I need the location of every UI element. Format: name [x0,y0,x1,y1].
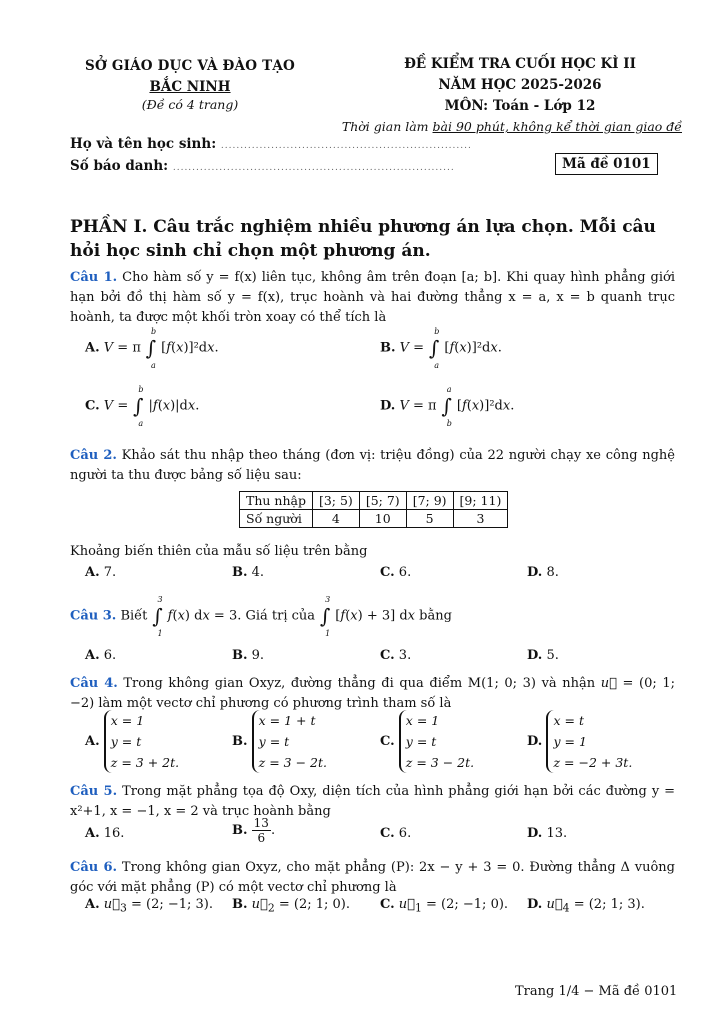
question-2-prompt: Khoảng biến thiên của mẫu số liệu trên bằng [70,544,368,559]
question-2 [70,446,675,486]
student-name-field: Họ và tên học sinh: ................................................................. [70,136,472,152]
q2-option-c[interactable]: C. 6. [380,565,412,580]
income-table [239,491,508,528]
q4-option-a[interactable]: A. x = 1 y = t z = 3 + 2t. [85,710,179,773]
q4-option-b[interactable]: B. x = 1 + t y = t z = 3 − 2t. [232,710,327,773]
question-6 [70,858,675,898]
exam-code-box: Mã đề 0101 [555,153,658,175]
question-number: Câu 6. [70,860,118,875]
q4-option-c[interactable]: C. x = 1 y = t z = 3 − 2t. [380,710,474,773]
header-left [70,58,310,112]
q3-option-b[interactable]: B. 9. [232,648,265,663]
school-year: NĂM HỌC 2025-2026 [438,77,602,93]
exam-title: ĐỀ KIỂM TRA CUỐI HỌC KÌ II [404,56,636,72]
q3-option-a[interactable]: A. 6. [85,648,117,663]
table-row: Thu nhập [3; 5) [5; 7) [7; 9) [9; 11) [240,492,508,510]
question-5 [70,782,675,822]
question-3: Câu 3. Biết ∫ 3 1 f(x) dx = 3. Giá trị của ∫ 3 1 [f(x) + 3] dx bằng [70,595,452,638]
question-text: Trong không gian Oxyz, cho mặt phẳng (P): 2x − y + 3 = 0. Đường thẳng Δ vuông góc với mặt phẳng (P) có một vectơ chỉ phương là [70,860,675,895]
question-number: Câu 2. [70,448,117,463]
question-4: Câu 4. Trong không gian Oxyz, đường thẳng đi qua điểm M(1; 0; 3) và nhận u⃗ = (0; 1; −2) làm một vectơ chỉ phương có phương trình tham số là [70,676,675,711]
pages-note: (Đề có 4 trang) [141,97,239,112]
q6-option-a[interactable]: A. $u⃗_3 = (2$; −1; 3). [85,897,214,915]
q2-option-b[interactable]: B. 4. [232,565,265,580]
time-note: Thời gian làm bài 90 phút, không kể thời gian giao đề [341,119,682,134]
question-text: Cho hàm số y = f(x) liên tục, không âm trên đoạn [a; b]. Khi quay hình phẳng giới hạn bởi đồ thị hàm số y = f(x), trục hoành và hai đường thẳng x = a, x = b quanh trục hoành, ta được một khối tròn xoay có thể tích là [70,270,676,325]
q4-option-d[interactable]: D. x = t y = 1 z = −2 + 3t. [527,710,632,773]
q6-option-d[interactable]: D. $u⃗_4 = (2$; 1; 3). [527,897,645,915]
question-text: Khảo sát thu nhập theo tháng (đơn vị: triệu đồng) của 22 người chạy xe công nghệ người ta thu được bảng số liệu sau: [70,448,675,483]
table-row: Số người 4 10 5 3 [240,510,508,528]
q6-option-b[interactable]: B. $u⃗_2 = (2$; 1; 0). [232,897,351,915]
q6-option-c[interactable]: C. $u⃗_1 = (2$; −1; 0). [380,897,509,915]
part-title: PHẦN I. Câu trắc nghiệm nhiều phương án lựa chọn. Mỗi câu hỏi học sinh chỉ chọn một phương án. [70,217,656,261]
student-id-field: Số báo danh: ......................................................................... [70,158,455,174]
question-number: Câu 1. [70,270,118,285]
q1-option-d[interactable]: D. V = π ∫ a b [f(x)]²dx. [380,385,515,428]
q2-option-d[interactable]: D. 8. [527,565,559,580]
q1-option-c[interactable]: C. V = ∫ b a |f(x)|dx. [85,385,200,428]
question-1 [70,268,675,328]
page-footer: Trang 1/4 − Mã đề 0101 [515,984,678,999]
header-right [340,54,700,137]
question-number: Câu 3. [70,608,117,624]
q3-option-d[interactable]: D. 5. [527,648,559,663]
q5-option-c[interactable]: C. 6. [380,826,412,841]
province-name: BẮC NINH [149,79,231,95]
q5-option-d[interactable]: D. 13. [527,826,568,841]
q3-option-c[interactable]: C. 3. [380,648,412,663]
question-number: Câu 4. [70,676,118,691]
question-number: Câu 5. [70,784,118,799]
subject: MÔN: Toán - Lớp 12 [444,98,596,114]
q5-option-b[interactable]: B. $\frac{13}{6}$ . [232,816,276,845]
question-text: Trong mặt phẳng tọa độ Oxy, diện tích của hình phẳng giới hạn bởi các đường y = x²+1, x = −1, x = 2 và trục hoành bằng [70,784,675,819]
q1-option-a[interactable]: A. V = π ∫ b a [f(x)]²dx. [85,327,219,370]
q1-option-b[interactable]: B. V = ∫ b a [f(x)]²dx. [380,327,502,370]
department-name: SỞ GIÁO DỤC VÀ ĐÀO TẠO [85,58,295,74]
q5-option-a[interactable]: A. 16. [85,826,125,841]
q2-option-a[interactable]: A. 7. [85,565,117,580]
